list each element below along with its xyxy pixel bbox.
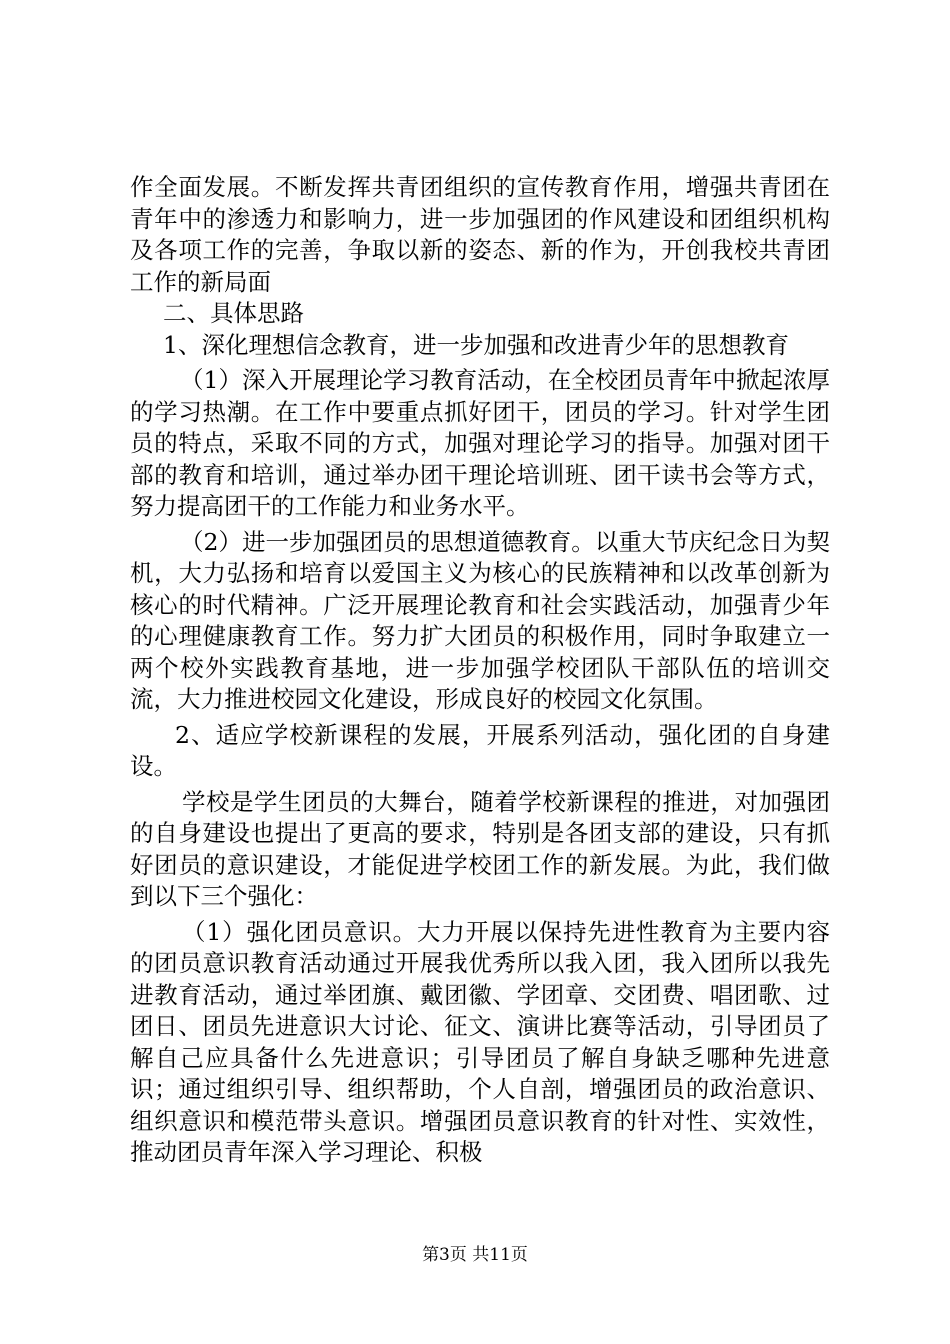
page-number-footer: 第3页 共11页: [422, 1245, 528, 1265]
paragraph-member-awareness: （1）强化团员意识。大力开展以保持先进性教育为主要内容的团员意识教育活动通过开展我优秀所以我入团，我入团所以我先进教育活动，通过举团旗、戴团徽、学团章、交团费、唱团歌、过团日、团员先进意识大讨论、征文、演讲比赛等活动，引导团员了解自己应具备什么先进意识；引导团员了解自身缺乏哪种先进意识；通过组织引导、组织帮助，个人自剖，增强团员的政治意识、组织意识和模范带头意识。增强团员意识教育的针对性、实效性，推动团员青年深入学习理论、积极: [130, 917, 830, 1166]
paragraph-school-stage: 学校是学生团员的大舞台，随着学校新课程的推进，对加强团的自身建设也提出了更高的要求，特别是各团支部的建设，只有抓好团员的意识建设，才能促进学校团工作的新发展。为此，我们做到以下三个强化：: [130, 787, 830, 910]
paragraph-continuation: 作全面发展。不断发挥共青团组织的宣传教育作用，增强共青团在青年中的渗透力和影响力，进一步加强团的作风建设和团组织机构及各项工作的完善，争取以新的姿态、新的作为，开创我校共青团工作的新局面: [130, 173, 830, 296]
subheading-ideal-belief-education: 1、深化理想信念教育，进一步加强和改进青少年的思想教育: [163, 330, 789, 359]
paragraph-moral-education: （2）进一步加强团员的思想道德教育。以重大节庆纪念日为契机，大力弘扬和培育以爱国主义为核心的民族精神和以改革创新为核心的时代精神。广泛开展理论教育和社会实践活动，加强青少年的心理健康教育工作。努力扩大团员的积极作用，同时争取建立一两个校外实践教育基地，进一步加强学校团队干部队伍的培训交流，大力推进校园文化建设，形成良好的校园文化氛围。: [130, 527, 830, 713]
subheading-new-curriculum: 2、适应学校新课程的发展，开展系列活动，强化团的自身建设。: [130, 720, 830, 780]
document-body: [130, 172, 830, 1169]
section-heading-specific-ideas: 二、具体思路: [163, 299, 304, 327]
paragraph-theory-study: （1）深入开展理论学习教育活动，在全校团员青年中掀起浓厚的学习热潮。在工作中要重点抓好团干，团员的学习。针对学生团员的特点，采取不同的方式，加强对理论学习的指导。加强对团干部的教育和培训，通过举办团干理论培训班、团干读书会等方式，努力提高团干的工作能力和业务水平。: [130, 366, 830, 520]
